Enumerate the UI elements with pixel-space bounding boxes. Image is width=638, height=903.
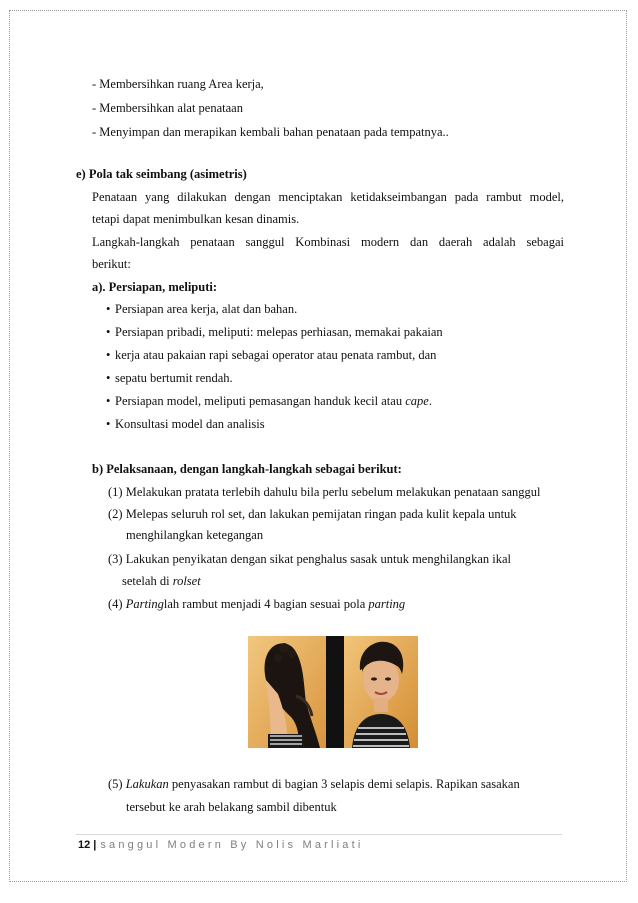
step-item: (2) Melepas seluruh rol set, dan lakukan pemijatan ringan pada kulit kepala untuk	[108, 507, 517, 521]
document-title: sanggul Modern By Nolis Marliati	[100, 839, 364, 851]
step-item: (3) Lakukan penyikatan dengan sikat penghalus sasak untuk menghilangkan ikal	[108, 552, 512, 566]
photo-hairstyle-front-view	[344, 636, 418, 748]
page-border	[9, 10, 627, 882]
bullet-icon: •	[106, 348, 111, 362]
bullet-item: • Persiapan pribadi, meliputi: melepas perhiasan, memakai pakaian	[106, 325, 443, 339]
step-item: (4) Partinglah rambut menjadi 4 bagian sesuai pola parting	[108, 597, 406, 611]
bullet-icon: •	[106, 394, 111, 408]
step-item: (5) Lakukan penyasakan rambut di bagian 3 selapis demi selapis. Rapikan sasakan	[108, 777, 520, 791]
footer-separator: |	[93, 839, 97, 851]
subsection-heading: b) Pelaksanaan, dengan langkah-langkah sebagai berikut:	[92, 462, 402, 476]
bullet-item: • Persiapan area kerja, alat dan bahan.	[106, 302, 298, 316]
bullet-icon: •	[106, 371, 111, 385]
paragraph-line: berikut:	[92, 257, 131, 271]
list-item: - Menyimpan dan merapikan kembali bahan penataan pada tempatnya..	[92, 125, 449, 139]
subsection-heading: a). Persiapan, meliputi:	[92, 280, 217, 294]
paragraph-line: Penataan yang dilakukan dengan menciptakan ketidakseimbangan pada rambut model,	[92, 190, 564, 204]
list-item: - Membersihkan alat penataan	[92, 101, 243, 115]
footer-divider	[76, 834, 562, 835]
photo-divider	[326, 636, 344, 748]
paragraph-line: Langkah-langkah penataan sanggul Kombinasi modern dan daerah adalah sebagai	[92, 235, 564, 249]
step-item-continued: setelah di rolset	[122, 574, 201, 588]
paragraph-line: tetapi dapat menimbulkan kesan dinamis.	[92, 212, 300, 226]
bullet-item: • kerja atau pakaian rapi sebagai operator atau penata rambut, dan	[106, 348, 437, 362]
bullet-icon: •	[106, 302, 111, 316]
bullet-item: • Persiapan model, meliputi pemasangan handuk kecil atau cape.	[106, 394, 432, 408]
bullet-item: • sepatu bertumit rendah.	[106, 371, 233, 385]
bullet-item: • Konsultasi model dan analisis	[106, 417, 265, 431]
page-footer	[78, 838, 364, 852]
bullet-icon: •	[106, 325, 111, 339]
photo-hairstyle-back-view	[248, 636, 326, 748]
step-item-continued: menghilangkan ketegangan	[126, 528, 264, 542]
step-item-continued: tersebut ke arah belakang sambil dibentuk	[126, 800, 337, 814]
step-item: (1) Melakukan pratata terlebih dahulu bila perlu sebelum melakukan penataan sanggul	[108, 485, 541, 499]
list-item: - Membersihkan ruang Area kerja,	[92, 77, 264, 91]
hairstyle-photos	[248, 636, 418, 748]
section-heading: e) Pola tak seimbang (asimetris)	[76, 167, 247, 181]
bullet-icon: •	[106, 417, 111, 431]
page-number: 12	[78, 839, 91, 851]
